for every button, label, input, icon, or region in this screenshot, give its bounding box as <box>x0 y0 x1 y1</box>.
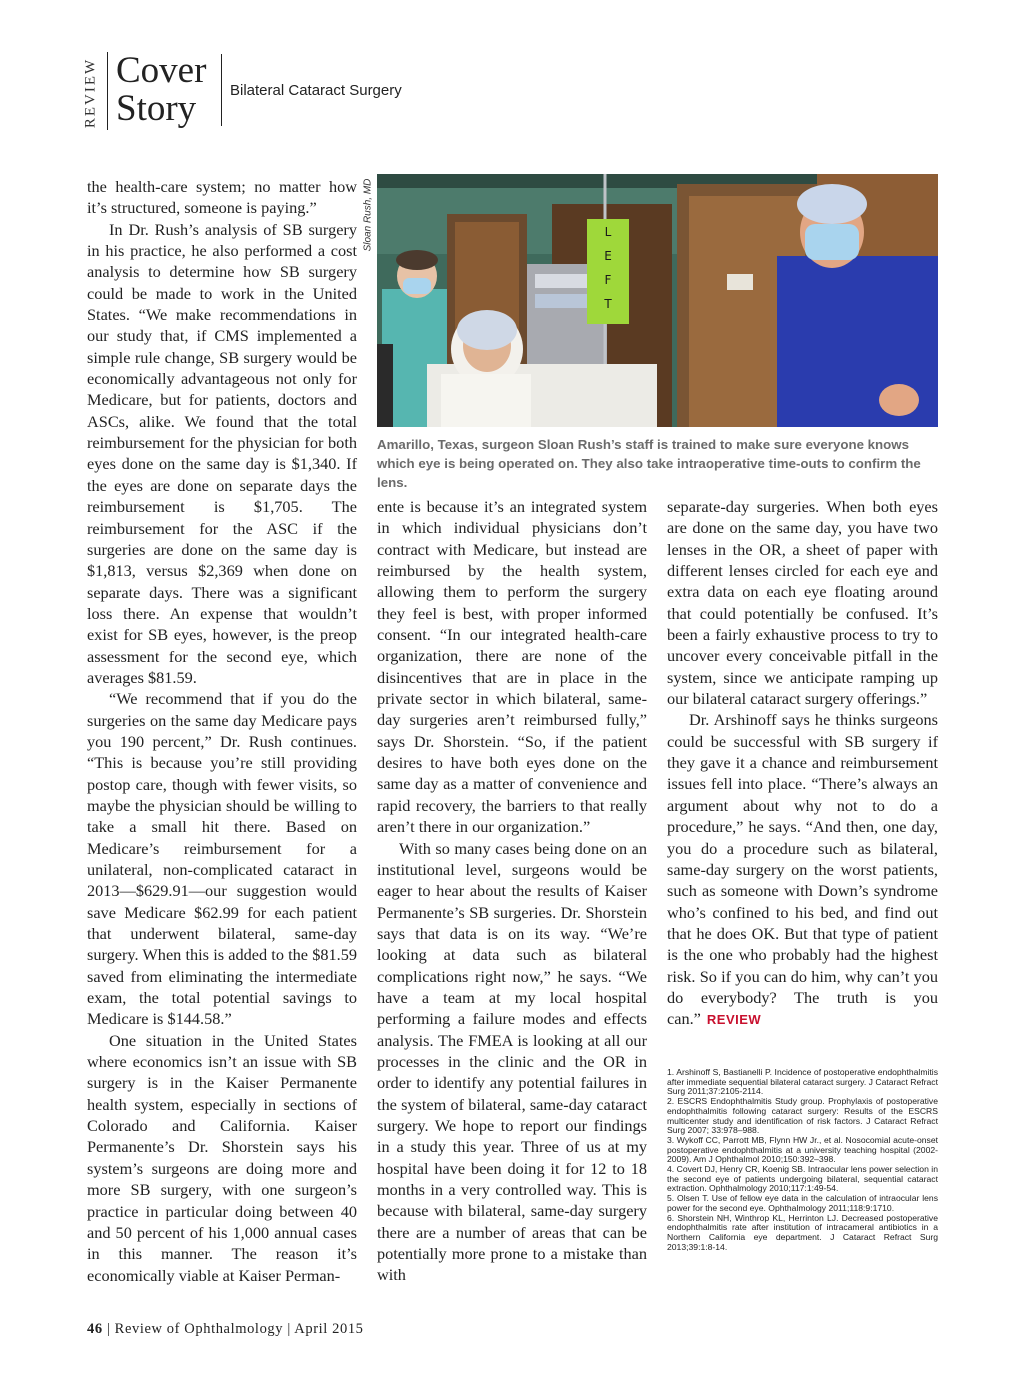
paragraph: the health-care system; no matter how it’s structured, someone is paying.” <box>87 177 357 218</box>
reference-item: 3. Wykoff CC, Parrott MB, Flynn HW Jr., et al. Nosocomial acute-onset postoperative endophthalmitis at a university teaching hospital (2002-2009). Am J Ophthalmol 2010;150:392–398. <box>667 1134 938 1165</box>
paragraph-final <box>667 709 938 1030</box>
cover-story-line1: Cover <box>116 50 207 91</box>
footer-separator: | <box>287 1321 295 1337</box>
operating-room-photo <box>377 174 938 427</box>
paragraph: With so many cases being done on an institutional level, surgeons would be eager to hear about the results of Kaiser Permanente’s SB surgeries. Dr. Shorstein says that data is on its way. “We’re looking at data such as bilateral complications right now,” he says. “We have a team at my local hospital performing a failure modes and effects analysis. The FMEA is looking at all our processes in the clinic and the OR in order to identify any potential failures in the system of bilateral, same-day cataract surgery. We hope to report our findings in a study this year. Three of us at my hospital have been doing it for 12 to 18 months in a very controlled way. This is because with bilateral, same-day surgery there are a number of areas that can be potentially more prone to a mistake than with <box>377 838 647 1285</box>
reference-item: 2. ESCRS Endophthalmitis Study group. Prophylaxis of postoperative endophthalmitis following cataract surgery: Results of the ESCRS multicenter study and identification of risk factors. J Cataract Refract Surg 2007; 33:978–988. <box>667 1096 938 1136</box>
reference-item: 5. Olsen T. Use of fellow eye data in the calculation of intraocular lens power for the second eye. Ophthalmology 2011;118:9:1710. <box>667 1193 938 1213</box>
section-label-text: REVIEW <box>82 57 99 128</box>
footer-separator: | <box>106 1321 115 1337</box>
cover-story-title <box>116 52 206 128</box>
header-divider-right <box>221 54 222 126</box>
paragraph: ente is because it’s an integrated system in which individual physicians don’t contract with Medicare, but instead are reimbursed by the health system, allowing them to perform the surgery they feel is best, with proper informed consent. “In our integrated health-care organization, there are none of the disincentives that are in place in the private sector in which bilateral, same-day surgeries aren’t reimbursed fully,” says Dr. Shorstein. “So, if the patient desires to have both eyes done on the same day as a matter of convenience and rapid recovery, the barriers to that really aren’t there in our organization.” <box>377 497 647 837</box>
page-number: 46 <box>87 1321 103 1337</box>
article-column-2 <box>377 496 647 1286</box>
header-divider-left <box>107 52 108 130</box>
paragraph: separate-day surgeries. When both eyes are done on the same day, you have two lenses in the OR, a sheet of paper with different lenses circled for each eye and extra data on each eye floating around that could potentially be confused. It’s been a fairly exhaustive process to try to uncover every conceivable pitfall in the system, since we anticipate ramping up our bilateral cataract surgery offerings.” <box>667 497 938 709</box>
reference-item: 1. Arshinoff S, Bastianelli P. Incidence of postoperative endophthalmitis after immediate sequential bilateral cataract surgery. J Cataract Refract Surg 2011;37:2105-2114. <box>667 1067 938 1097</box>
paragraph-text: Dr. Arshinoff says he thinks surgeons could be successful with SB surgery if they gave it a chance and reimbursement issues fell into place. “There’s always an argument about why not to do a procedure,” he says. “And then, one day, you do a procedure such as bilateral, same-day surgery on the worst patients, such as someone with Down’s syndrome who’s confined to his bed, and find out that he does OK. But that type of patient is the one who probably had the highest risk. So if you can do him, why can’t you do everybody? The truth is you can.” <box>667 710 938 1029</box>
page-footer <box>87 1321 364 1338</box>
paragraph: “We recommend that if you do the surgeries on the same day Medicare pays you 190 percent,” Dr. Rush continues. “This is because you’re still providing postop care, though with fewer visits, so maybe the physician should be willing to take a small hit there. Based on Medicare’s reimbursement for a unilateral, non-complicated cataract in 2013—$629.91—our suggestion would save Medicare $62.99 for each patient that underwent bilateral, same-day surgery. When this is added to the $81.59 saved from eliminating the intermediate exam, the total potential savings to Medicare is $144.58.” <box>87 689 357 1029</box>
publication-name: Review of Ophthalmology <box>114 1321 284 1337</box>
cover-story-line2: Story <box>116 88 197 129</box>
section-label-vertical <box>80 55 102 130</box>
reference-item: 6. Shorstein NH, Winthrop KL, Herrinton LJ. Decreased postoperative endophthalmitis rate after institution of intracameral antibiotics in a Northern California eye department. J Cataract Refract Surg 2013;39:1:8-14. <box>667 1212 938 1252</box>
photo-illustration <box>377 174 938 427</box>
review-end-tag: REVIEW <box>706 1012 762 1028</box>
issue-date: April 2015 <box>294 1321 364 1337</box>
paragraph: One situation in the United States where economics isn’t an issue with SB surgery is in the Kaiser Permanente health system, especially in sections of Colorado and California. Kaiser Permanente’s Dr. Shorstein says his system’s surgeons are doing more and more SB surgery, with one surgeon’s practice in particular doing between 40 and 50 percent of his 1,000 annual cases in this manner. The reason it’s economically viable at Kaiser Perman- <box>87 1030 357 1285</box>
photo-credit <box>360 170 376 260</box>
paragraph: In Dr. Rush’s analysis of SB surgery in his practice, he also performed a cost analysis to determine how SB surgery could be made to work in the United States. “We make recommendations in our study that, if CMS implemented a simple rule change, SB surgery would be economically advantageous not only for Medicare, but for patients, doctors and ASCs, alike. We found that the total reimbursement for the physician for both eyes done on the same day is $1,340. If the eyes are done on separate days the reimbursement is $1,705. The reimbursement for the ASC if the surgeries are done on the same day is $1,813, versus $2,369 when done on separate days. There was a significant loss there. An expense that wouldn’t exist for SB eyes, however, is the preop assessment for the second eye, which averages $81.59. <box>87 219 357 687</box>
photo-caption: Amarillo, Texas, surgeon Sloan Rush’s staff is trained to make sure everyone knows which eye is being operated on. They also take intraoperative time-outs to confirm the lens. <box>377 437 921 490</box>
article-column-1 <box>87 176 357 1286</box>
header-topic: Bilateral Cataract Surgery <box>230 82 402 99</box>
left-sign-text: L E F T <box>604 225 612 311</box>
article-column-3 <box>667 496 938 1031</box>
reference-item: 4. Covert DJ, Henry CR, Koenig SB. Intraocular lens power selection in the second eye of patients undergoing bilateral, sequential cataract extraction. Ophthalmology 2010;117:1:49-54. <box>667 1164 938 1194</box>
photo-credit-text: Sloan Rush, MD <box>362 178 374 252</box>
references-list <box>667 1068 938 1252</box>
